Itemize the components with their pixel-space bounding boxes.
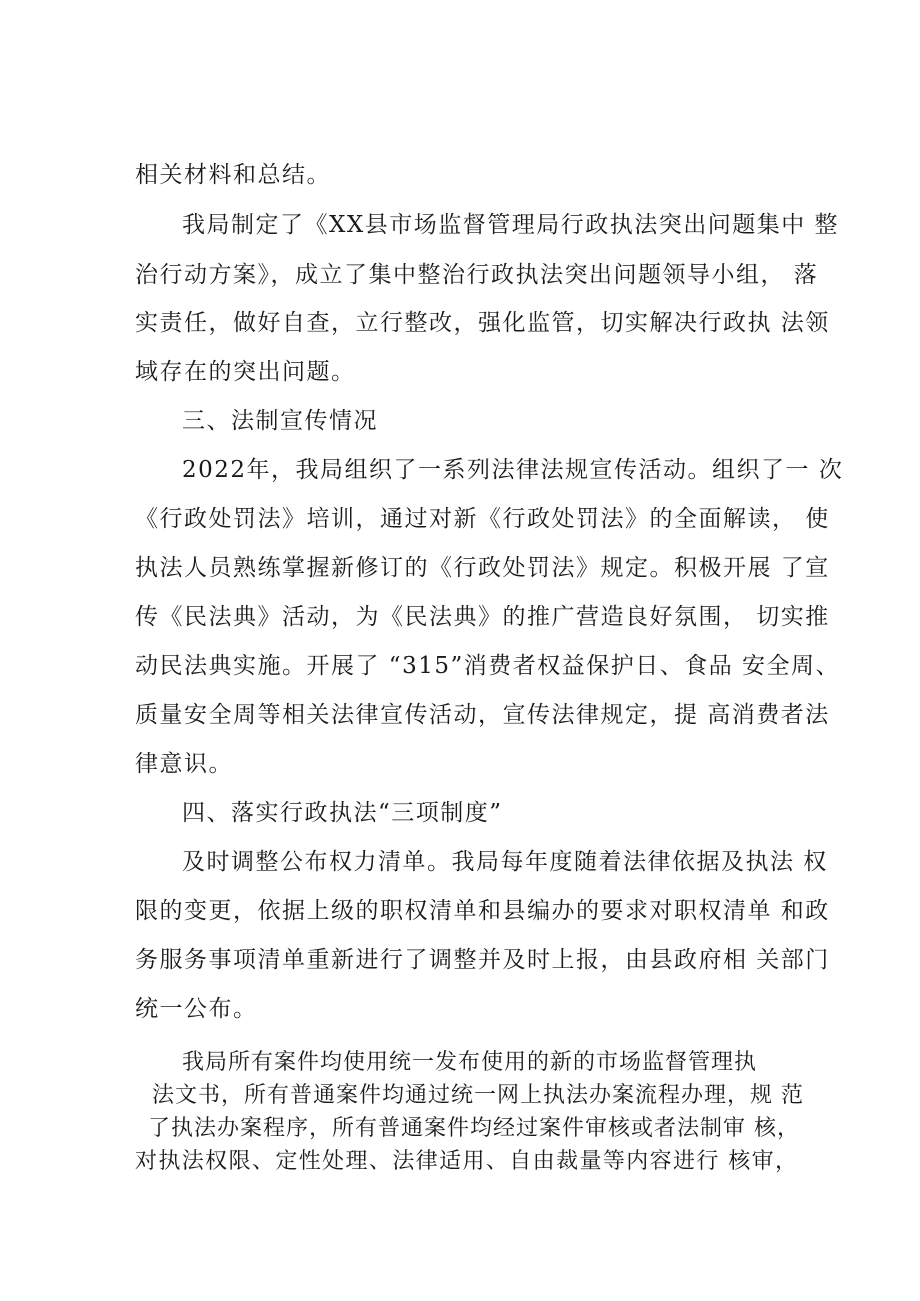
section-heading: 四、落实行政执法“三项制度” (182, 800, 503, 826)
text-line: 我局制定了《XX县市场监督管理局行政执法突出问题集中 整 (182, 212, 840, 238)
text-line: 实责任，做好自查，立行整改，强化监管，切实解决行政执 法领 (135, 310, 830, 336)
text-line: 质量安全周等相关法律宣传活动，宣传法律规定，提 高消费者法 (135, 702, 830, 728)
text-line: 对执法权限、定性处理、法律适用、自由裁量等内容进行 核审， (135, 1149, 798, 1174)
text-line: 律意识。 (135, 751, 233, 777)
text-line: 治行动方案》，成立了集中整治行政执法突出问题领导小组， 落 (135, 262, 819, 288)
text-line: 执法人员熟练掌握新修订的《行政处罚法》规定。积极开展 了宣 (135, 555, 830, 581)
text-line: 限的变更，依据上级的职权清单和县编办的要求对职权清单 和政 (135, 898, 830, 924)
text-line: 相关材料和总结。 (135, 162, 331, 188)
section-heading: 三、法制宣传情况 (182, 408, 378, 434)
text-line: 法文书，所有普通案件均通过统一网上执法办案流程办理，规 范 (152, 1083, 804, 1108)
text-line: 及时调整公布权力清单。我局每年度随着法律依据及执法 权 (182, 849, 828, 875)
text-line: 传《民法典》活动，为《民法典》的推广营造良好氛围， 切实推 (135, 604, 830, 630)
text-line: 《行政处罚法》培训，通过对新《行政处罚法》的全面解读， 使 (135, 506, 830, 532)
text-line: 域存在的突出问题。 (135, 359, 356, 385)
text-line: 统一公布。 (135, 996, 258, 1022)
text-line: 了执法办案程序，所有普通案件均经过案件审核或者法制审 核， (148, 1116, 800, 1141)
text-line: 务服务事项清单重新进行了调整并及时上报，由县政府相 关部门 (135, 947, 830, 973)
text-line: 2022年，我局组织了一系列法律法规宣传活动。组织了一 次 (182, 457, 844, 483)
text-line: 我局所有案件均使用统一发布使用的新的市场监督管理执 (182, 1050, 758, 1075)
text-line: 动民法典实施。开展了 “315”消费者权益保护日、食品 安全周、 (135, 653, 841, 679)
